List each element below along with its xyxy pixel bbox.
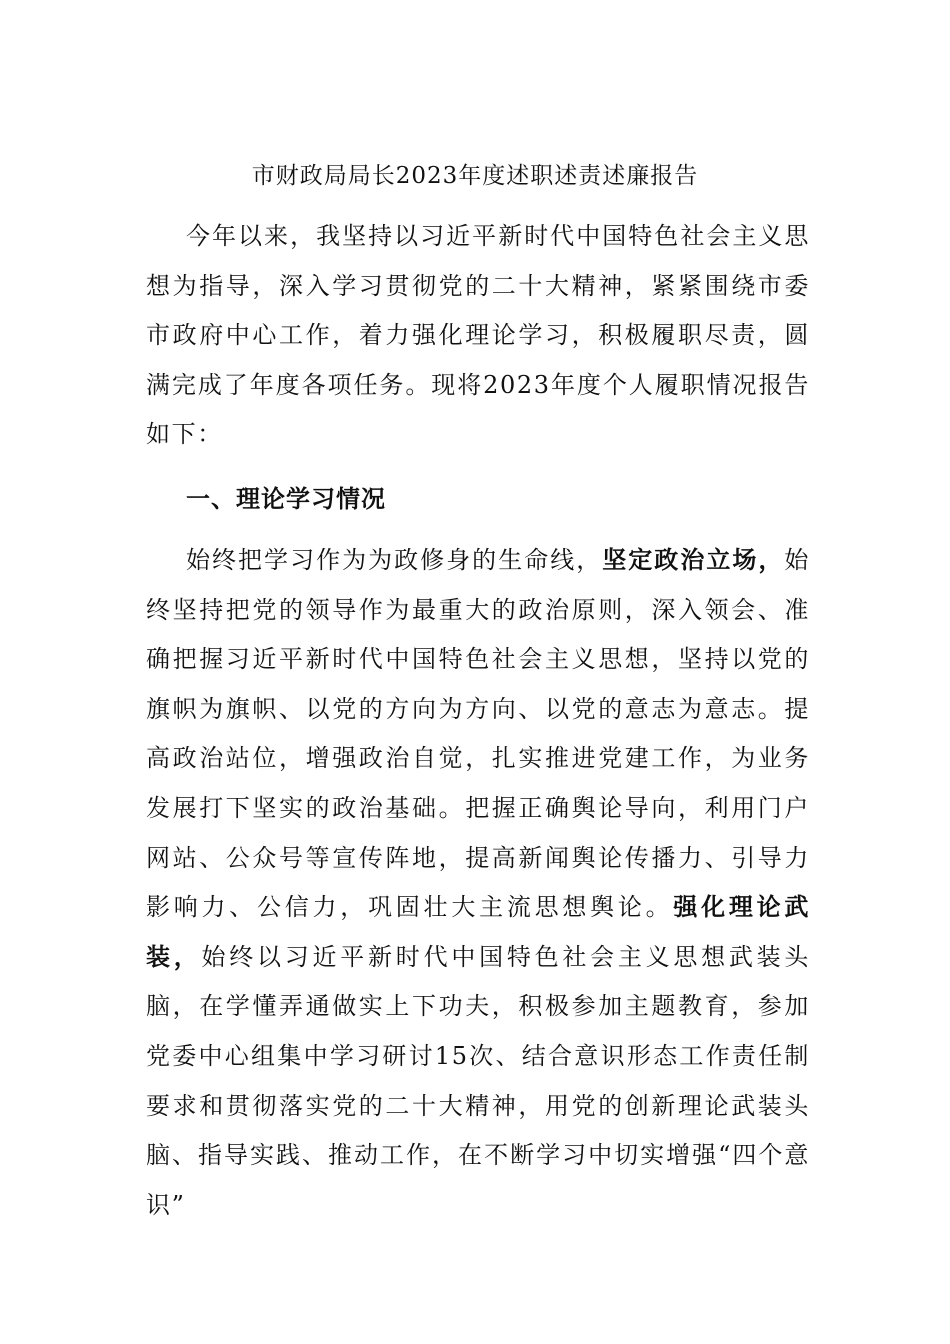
bold-phrase-political-stance: 坚定政治立场， xyxy=(602,546,785,574)
paragraph-text: 始终以习近平新时代中国特色社会主义思想武装头脑，在学懂弄通做实上下功夫，积极参加主题教育，参加党委中心组集中学习研讨15次、结合意识形态工作责任制要求和贯彻落实党的二十大精神，用党的创新理论武装头脑、指导实践、推动工作，在不断学习中切实增强“四个意识” xyxy=(146,942,810,1219)
section-paragraph-theory-study xyxy=(146,536,810,1230)
intro-paragraph: 今年以来，我坚持以习近平新时代中国特色社会主义思想为指导，深入学习贯彻党的二十大精神，紧紧围绕市委市政府中心工作，着力强化理论学习，积极履职尽责，圆满完成了年度各项任务。现将2023年度个人履职情况报告如下： xyxy=(146,222,810,449)
paragraph-text: 始终坚持把党的领导作为最重大的政治原则，深入领会、准确把握习近平新时代中国特色社会主义思想，坚持以党的旗帜为旗帜、以党的方向为方向、以党的意志为意志。提高政治站位，增强政治自觉，扎实推进党建工作，为业务发展打下坚实的政治基础。把握正确舆论导向，利用门户网站、公众号等宣传阵地，提高新闻舆论传播力、引导力影响力、公信力，巩固壮大主流思想舆论。 xyxy=(146,546,810,922)
paragraph-text: 始终把学习作为为政修身的生命线， xyxy=(186,546,603,574)
section-heading-theory-study: 一、理论学习情况 xyxy=(186,485,386,513)
document-title: 市财政局局长2023年度述职述责述廉报告 xyxy=(251,163,699,189)
bold-phrase-theory-armament: 强化理论武装， xyxy=(146,893,810,971)
